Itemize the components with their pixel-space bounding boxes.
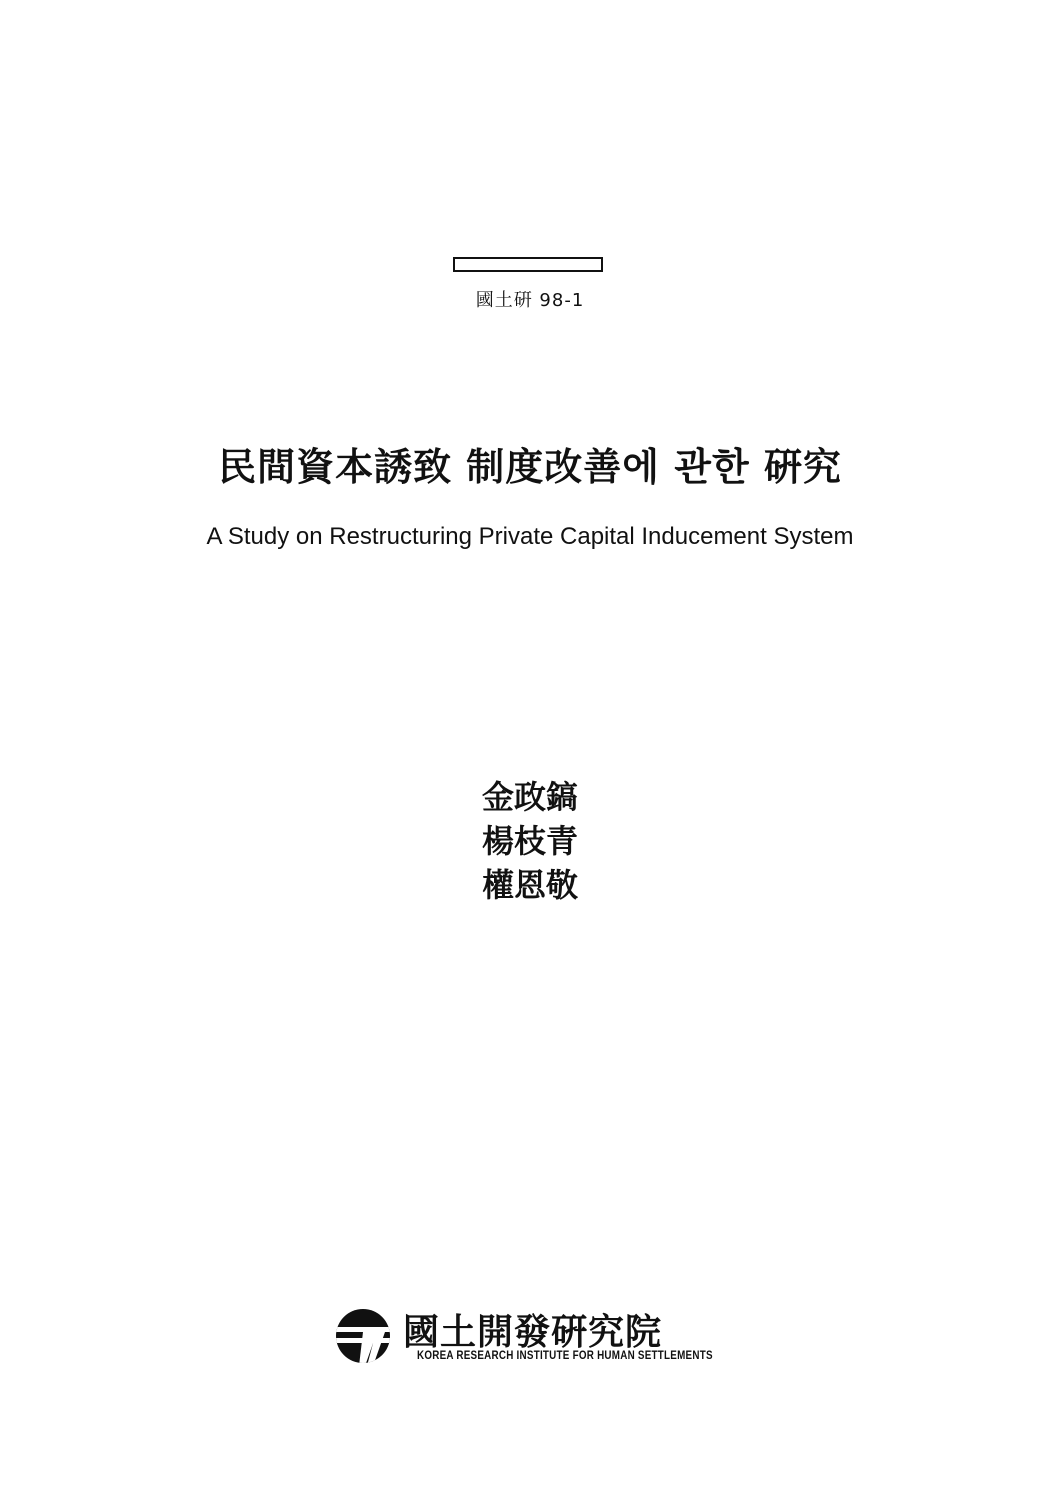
author-list xyxy=(0,775,1060,907)
publisher-name-korean: 國土開發硏究院 xyxy=(403,1311,663,1353)
publisher-block xyxy=(333,1302,743,1372)
author-name: 楊枝青 xyxy=(481,822,578,860)
kris-logo-icon xyxy=(333,1306,393,1366)
series-number: 國土硏 98-1 xyxy=(475,290,585,311)
publisher-name-english: KOREA RESEARCH INSTITUTE FOR HUMAN SETTLEMENTS xyxy=(417,1348,713,1362)
korean-title: 民間資本誘致 制度改善에 관한 硏究 xyxy=(218,444,842,489)
author-name: 金政鎬 xyxy=(481,778,578,816)
series-label-box xyxy=(453,257,603,272)
author-name: 權恩敬 xyxy=(481,866,578,904)
english-title: A Study on Restructuring Private Capital Inducement System xyxy=(206,523,854,550)
